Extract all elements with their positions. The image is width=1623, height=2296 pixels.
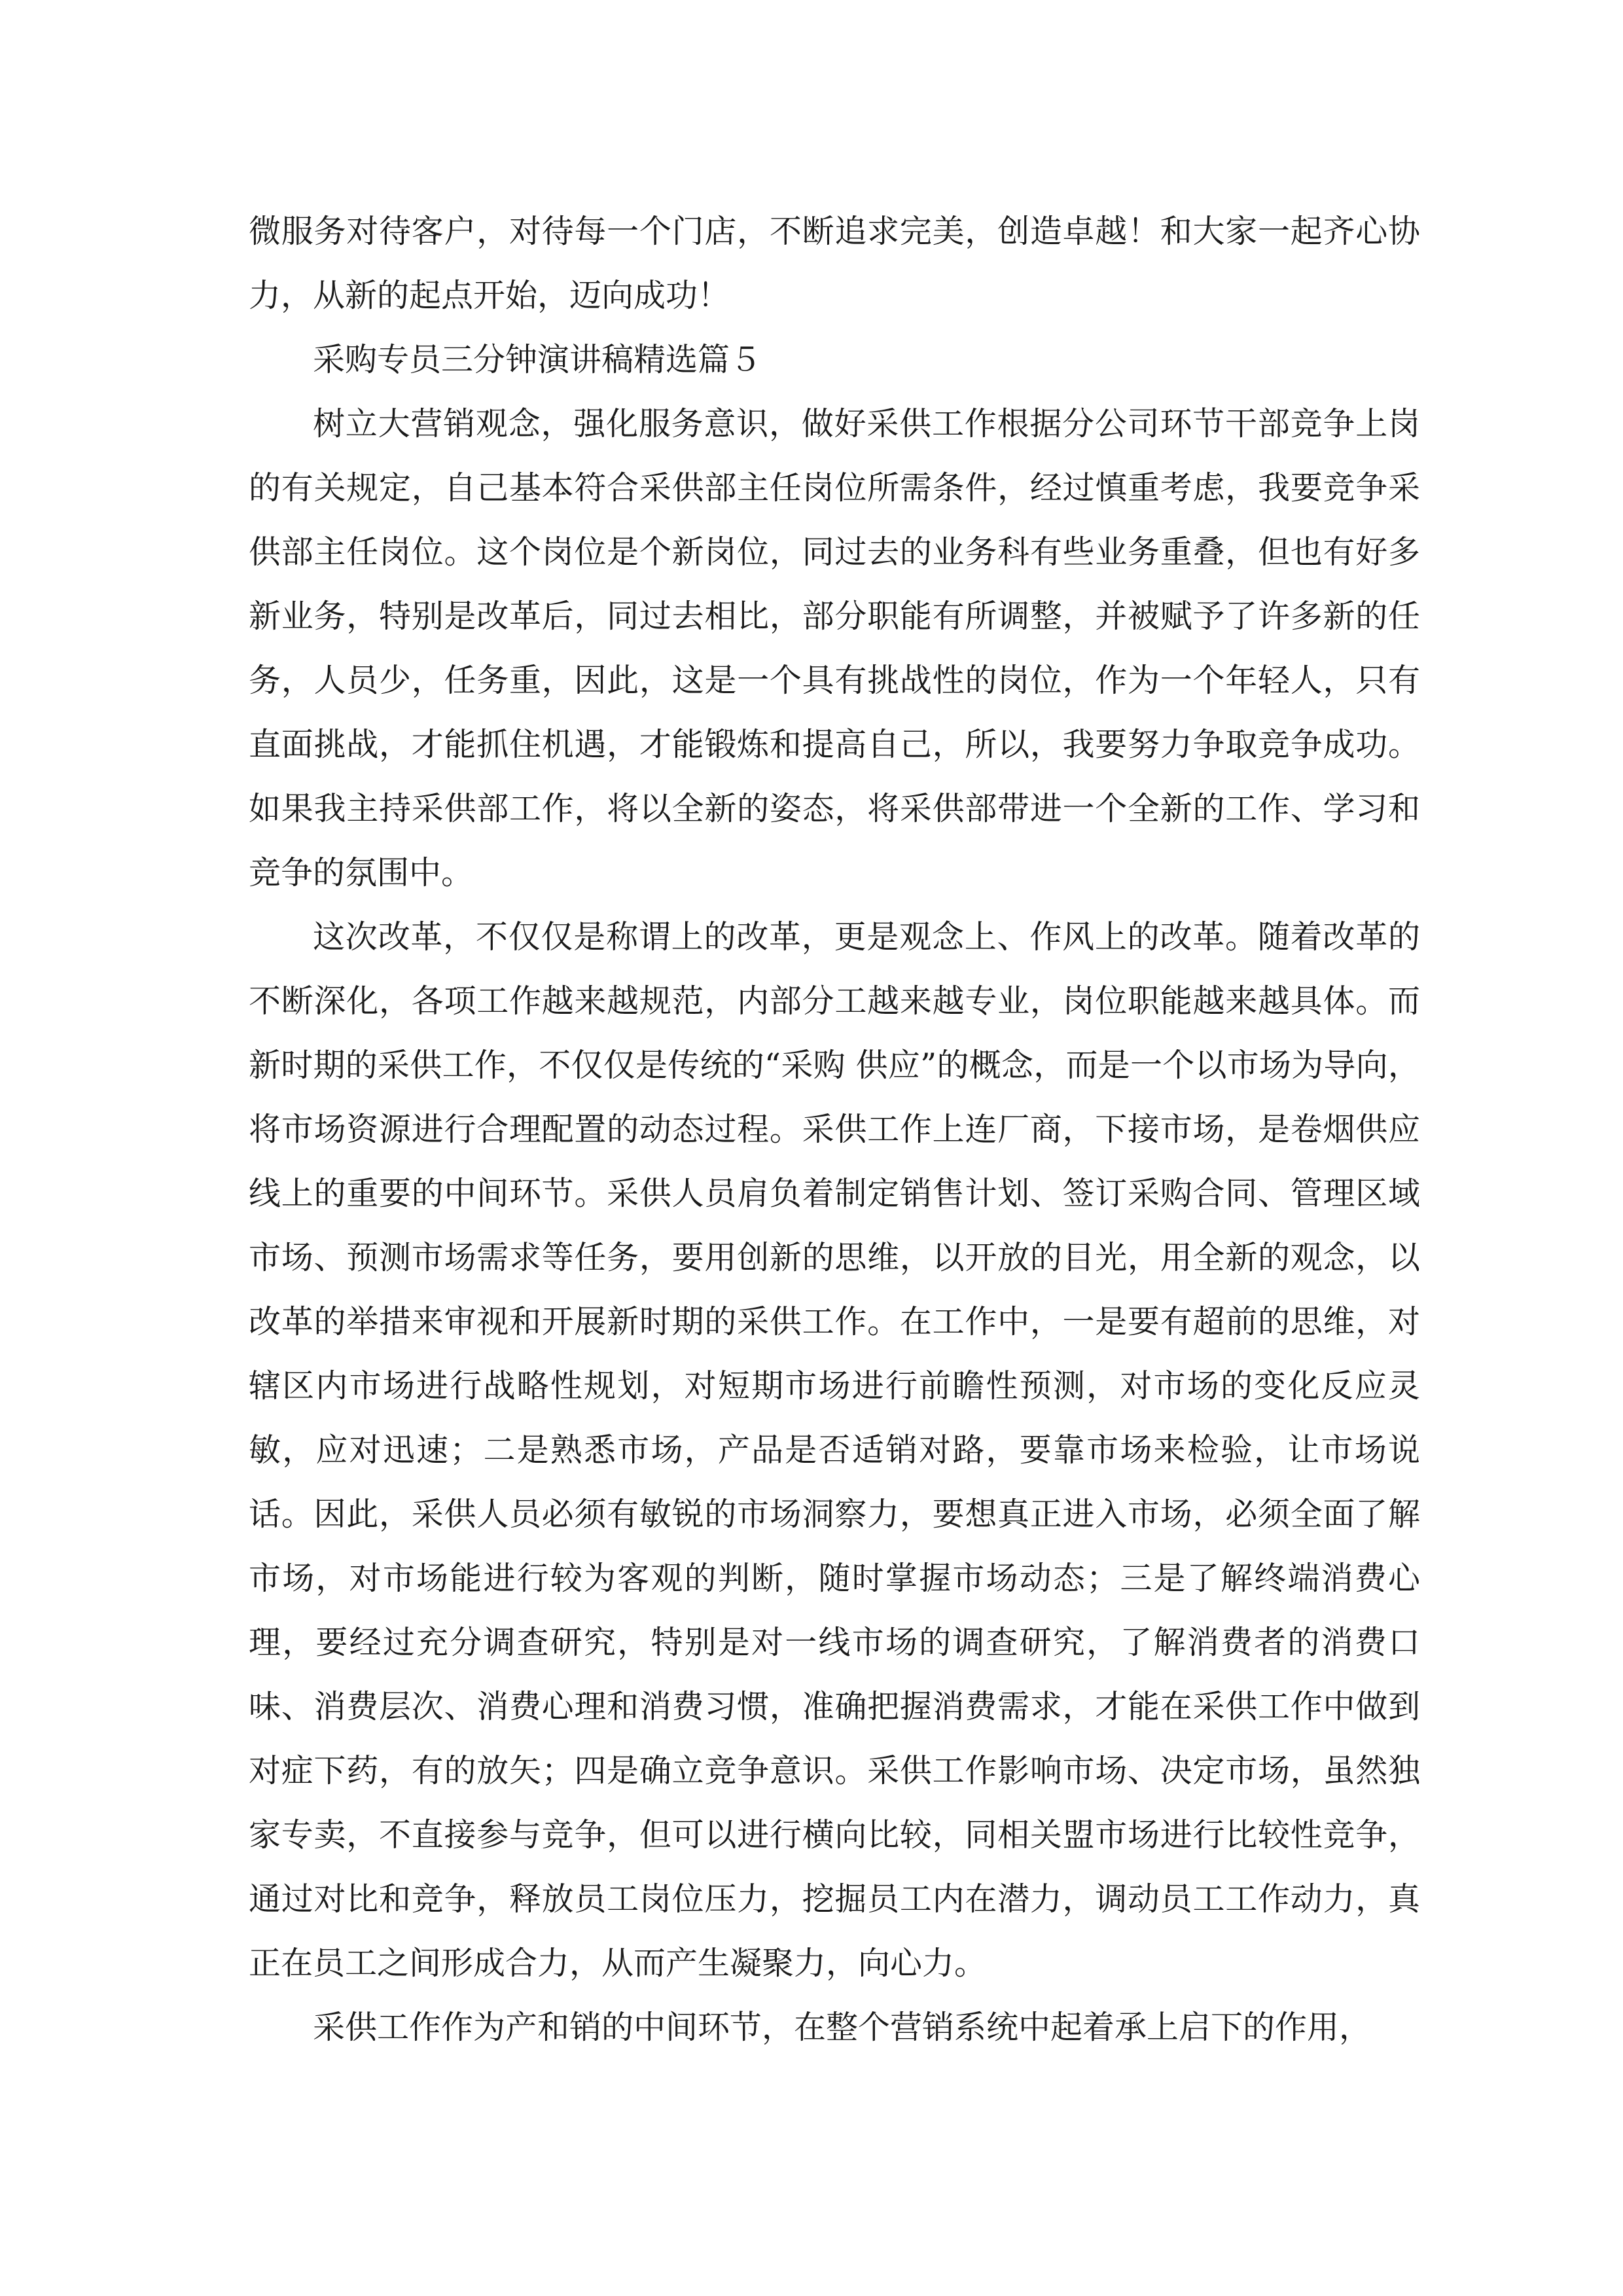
section-heading: 采购专员三分钟演讲稿精选篇５ [313,341,762,378]
paragraph: 这次改革，不仅仅是称谓上的改革，更是观念上、作风上的改革。随着改革的不断深化，各项工作越来越规范，内部分工越来越专业，岗位职能越来越具体。而新时期的采供工作，不仅仅是传统的“采购 供应”的概念，而是一个以市场为导向，将市场资源进行合理配置的动态过程。采供工作上连厂商，下接市场，是卷烟供应线上的重要的中间环节。采供人员肩负着制定销售计划、签订采购合同、管理区域市场、预测市场需求等任务，要用创新的思维，以开放的目光，用全新的观念，以改革的举措来审视和开展新时期的采供工作。在工作中，一是要有超前的思维，对辖区内市场进行战略性规划，对短期市场进行前瞻性预测，对市场的变化反应灵敏，应对迅速；二是熟悉市场，产品是否适销对路，要靠市场来检验，让市场说话。因此，采供人员必须有敏锐的市场洞察力，要想真正进入市场，必须全面了解市场，对市场能进行较为客观的判断，随时掌握市场动态；三是了解终端消费心理，要经过充分调查研究，特别是对一线市场的调查研究，了解消费者的消费口味、消费层次、消费心理和消费习惯，准确把握消费需求，才能在采供工作中做到对症下药，有的放矢；四是确立竞争意识。采供工作影响市场、决定市场，虽然独家专卖，不直接参与竞争，但可以进行横向比较，同相关盟市场进行比较性竞争，通过对比和竞争，释放员工岗位压力，挖掘员工内在潜力，调动员工工作动力，真正在员工之间形成合力，从而产生凝聚力，向心力。 [249,918,1420,1982]
paragraph: 采供工作作为产和销的中间环节，在整个营销系统中起着承上启下的作用， [313,2009,1372,2046]
document-body [249,200,1420,2060]
paragraph-continuation: 微服务对待客户，对待每一个门店，不断追求完美，创造卓越！和大家一起齐心协力，从新的起点开始，迈向成功！ [249,213,1420,314]
paragraph: 树立大营销观念，强化服务意识，做好采供工作根据分公司环节干部竞争上岗的有关规定，自己基本符合采供部主任岗位所需条件，经过慎重考虑，我要竞争采供部主任岗位。这个岗位是个新岗位，同过去的业务科有些业务重叠，但也有好多新业务，特别是改革后，同过去相比，部分职能有所调整，并被赋予了许多新的任务，人员少，任务重，因此，这是一个具有挑战性的岗位，作为一个年轻人，只有直面挑战，才能抓住机遇，才能锻炼和提高自己，所以，我要努力争取竞争成功。如果我主持采供部工作，将以全新的姿态，将采供部带进一个全新的工作、学习和竞争的氛围中。 [249,405,1420,891]
